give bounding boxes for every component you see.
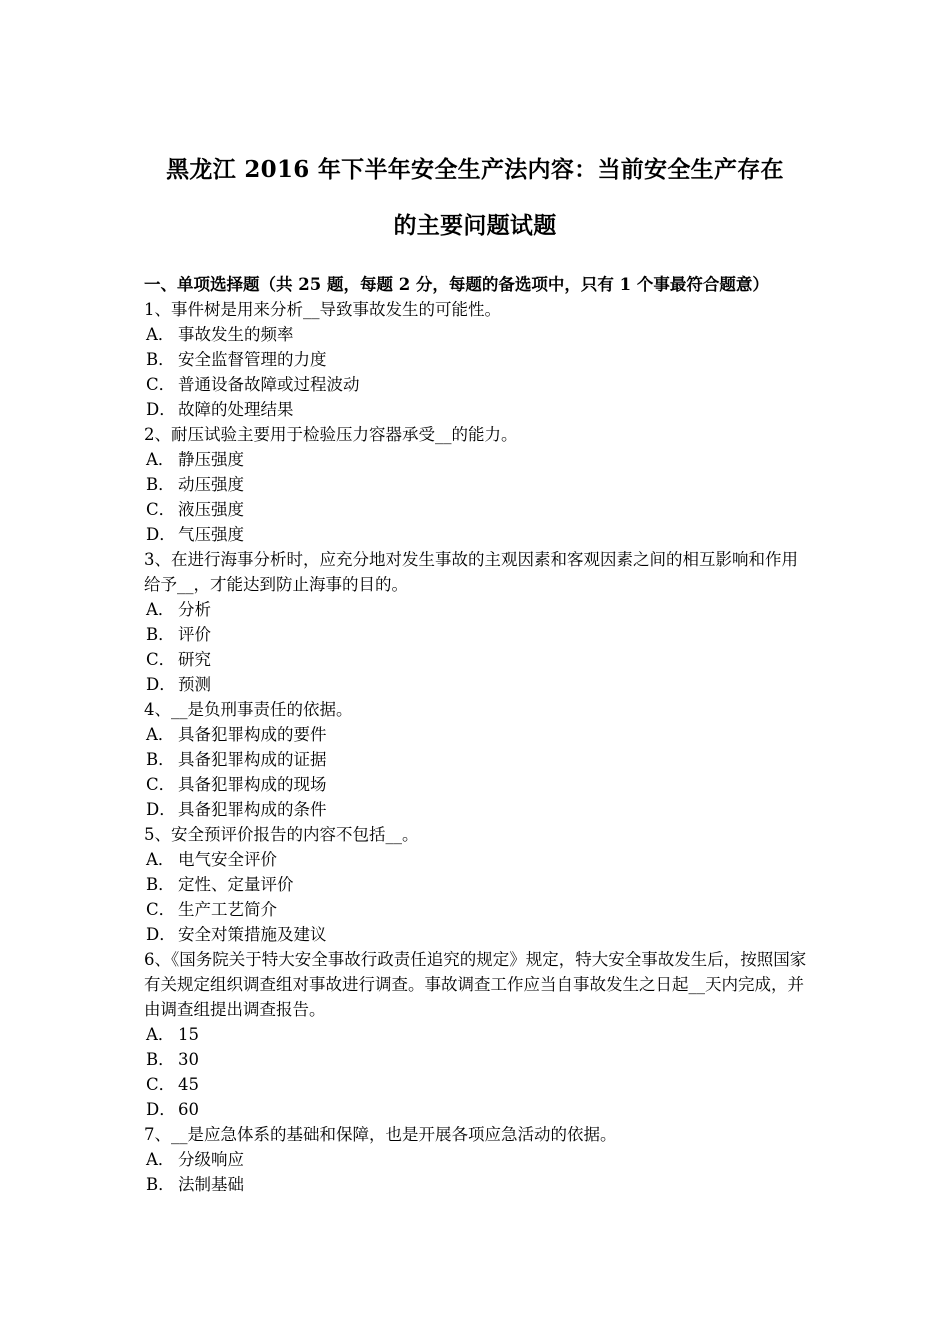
option-a xyxy=(144,1147,809,1172)
question-4 xyxy=(144,697,809,822)
question-3 xyxy=(144,547,809,697)
option-text: 安全对策措施及建议 xyxy=(178,925,327,944)
option-b xyxy=(144,347,809,372)
option-letter: B． xyxy=(146,1050,175,1069)
option-text: 静压强度 xyxy=(178,450,244,469)
option-letter: D． xyxy=(146,525,176,544)
option-letter: B． xyxy=(146,350,175,369)
question-stem: 4、__是负刑事责任的依据。 xyxy=(144,700,353,719)
option-letter: D． xyxy=(146,400,176,419)
option-b xyxy=(144,1047,809,1072)
question-7 xyxy=(144,1122,809,1197)
question-2 xyxy=(144,422,809,547)
option-text: 具备犯罪构成的现场 xyxy=(178,775,327,794)
option-d xyxy=(144,672,809,697)
option-letter: A． xyxy=(146,325,175,344)
option-letter: A． xyxy=(146,600,175,619)
section-heading: 一、单项选择题（共 25 题，每题 2 分，每题的备选项中，只有 1 个事最符合题意） xyxy=(144,275,769,294)
option-text: 事故发生的频率 xyxy=(178,325,294,344)
question-stem: 7、__是应急体系的基础和保障，也是开展各项应急活动的依据。 xyxy=(144,1125,617,1144)
option-letter: B． xyxy=(146,750,175,769)
option-c xyxy=(144,772,809,797)
option-d xyxy=(144,397,809,422)
option-text: 分级响应 xyxy=(178,1150,244,1169)
option-a xyxy=(144,597,809,622)
option-text: 生产工艺简介 xyxy=(178,900,277,919)
option-letter: A． xyxy=(146,1025,175,1044)
option-letter: B． xyxy=(146,1175,175,1194)
option-text: 具备犯罪构成的要件 xyxy=(178,725,327,744)
option-letter: B． xyxy=(146,625,175,644)
option-a xyxy=(144,847,809,872)
question-stem: 6、《国务院关于特大安全事故行政责任追究的规定》规定，特大安全事故发生后，按照国家有关规定组织调查组对事故进行调查。事故调查工作应当自事故发生之日起__天内完成，并由调查组提出调查报告。 xyxy=(144,950,807,1019)
option-a xyxy=(144,1022,809,1047)
option-b xyxy=(144,1172,809,1197)
option-text: 研究 xyxy=(178,650,211,669)
option-text: 安全监督管理的力度 xyxy=(178,350,327,369)
title-line-2: 的主要问题试题 xyxy=(393,212,557,239)
option-text: 气压强度 xyxy=(178,525,244,544)
option-text: 具备犯罪构成的证据 xyxy=(178,750,327,769)
option-b xyxy=(144,622,809,647)
option-c xyxy=(144,647,809,672)
option-text: 预测 xyxy=(178,675,211,694)
option-letter: C． xyxy=(146,1075,176,1094)
question-stem: 3、在进行海事分析时，应充分地对发生事故的主观因素和客观因素之间的相互影响和作用给予__，才能达到防止海事的目的。 xyxy=(144,550,798,594)
question-5 xyxy=(144,822,809,947)
document-body xyxy=(144,272,809,1197)
option-c xyxy=(144,497,809,522)
option-text: 法制基础 xyxy=(178,1175,244,1194)
option-d xyxy=(144,1097,809,1122)
option-c xyxy=(144,897,809,922)
option-letter: A． xyxy=(146,725,175,744)
option-text: 30 xyxy=(178,1050,199,1069)
option-a xyxy=(144,322,809,347)
option-letter: D． xyxy=(146,800,176,819)
option-text: 45 xyxy=(178,1075,199,1094)
option-d xyxy=(144,922,809,947)
option-c xyxy=(144,1072,809,1097)
option-text: 分析 xyxy=(178,600,211,619)
option-text: 定性、定量评价 xyxy=(178,875,294,894)
option-letter: B． xyxy=(146,875,175,894)
option-a xyxy=(144,447,809,472)
option-text: 电气安全评价 xyxy=(178,850,277,869)
question-stem: 1、事件树是用来分析__导致事故发生的可能性。 xyxy=(144,300,501,319)
option-text: 60 xyxy=(178,1100,199,1119)
option-text: 15 xyxy=(178,1025,199,1044)
option-letter: D． xyxy=(146,675,176,694)
option-letter: A． xyxy=(146,1150,175,1169)
option-text: 具备犯罪构成的条件 xyxy=(178,800,327,819)
option-letter: C． xyxy=(146,375,176,394)
option-letter: C． xyxy=(146,650,176,669)
option-letter: B． xyxy=(146,475,175,494)
option-a xyxy=(144,722,809,747)
question-stem: 2、耐压试验主要用于检验压力容器承受__的能力。 xyxy=(144,425,518,444)
question-1 xyxy=(144,297,809,422)
option-letter: D． xyxy=(146,925,176,944)
option-letter: C． xyxy=(146,775,176,794)
option-letter: A． xyxy=(146,450,175,469)
option-b xyxy=(144,472,809,497)
option-letter: D． xyxy=(146,1100,176,1119)
option-letter: A． xyxy=(146,850,175,869)
option-c xyxy=(144,372,809,397)
option-d xyxy=(144,522,809,547)
option-text: 评价 xyxy=(178,625,211,644)
option-letter: C． xyxy=(146,900,176,919)
question-stem: 5、安全预评价报告的内容不包括__。 xyxy=(144,825,419,844)
document-title xyxy=(120,142,830,254)
option-text: 普通设备故障或过程波动 xyxy=(178,375,360,394)
option-letter: C． xyxy=(146,500,176,519)
question-6 xyxy=(144,947,809,1122)
option-text: 动压强度 xyxy=(178,475,244,494)
option-text: 故障的处理结果 xyxy=(178,400,294,419)
option-text: 液压强度 xyxy=(178,500,244,519)
option-b xyxy=(144,872,809,897)
option-b xyxy=(144,747,809,772)
title-line-1: 黑龙江 2016 年下半年安全生产法内容：当前安全生产存在 xyxy=(166,156,784,183)
option-d xyxy=(144,797,809,822)
